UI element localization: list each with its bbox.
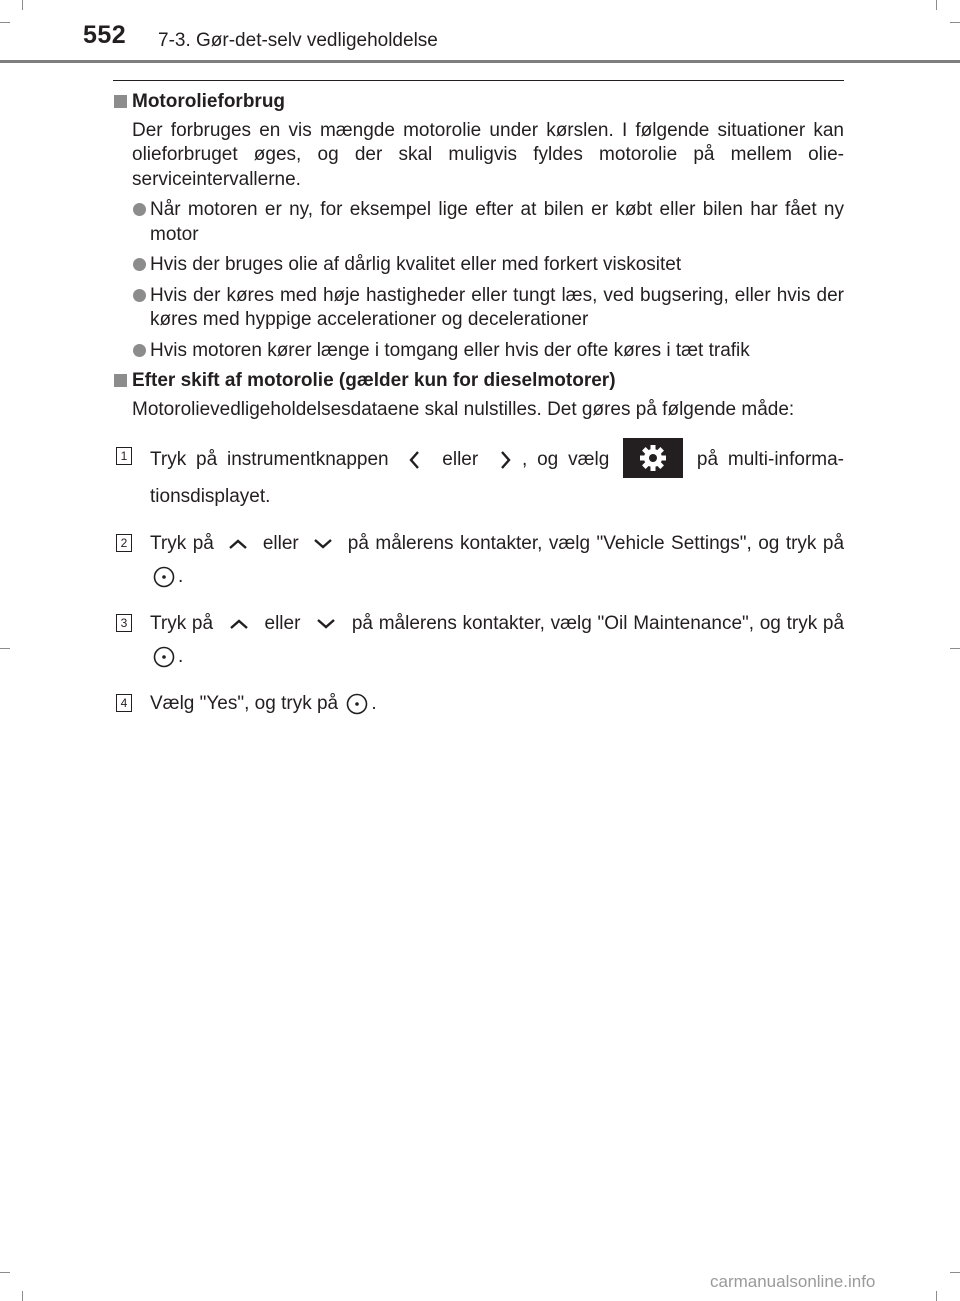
step-item [113,527,844,593]
section-heading [113,369,844,394]
step-text: . [178,646,184,667]
section-title: 7-3. Gør-det-selv vedligeholdelse [158,30,438,51]
step-list [113,440,844,720]
section-heading-text: Motorolieforbrug [132,91,286,112]
bullet-dot-icon [133,344,146,357]
list-item [132,198,844,247]
list-item [132,253,844,278]
chevron-up-icon [219,614,259,634]
step-text: . [371,693,377,714]
step-number: 3 [116,614,132,632]
ok-button-icon [150,645,178,669]
bullet-dot-icon [133,289,146,302]
bullet-dot-icon [133,258,146,271]
step-item [113,440,844,513]
crop-mark [0,1272,10,1273]
content-rule [113,80,844,81]
square-marker-icon [114,95,127,108]
watermark: carmanualsonline.info [710,1272,876,1291]
step-text: på multi-informa-tionsdisplayet. [150,449,845,507]
step-text: eller [442,449,479,471]
list-item-text: Hvis der bruges olie af dårlig kvalitet eller med forkert viskositet [150,254,682,275]
section-heading [113,90,844,115]
list-item-text: Hvis der køres med høje hastigheder eller tungt læs, ved bugsering, eller hvis der køres med hyppige accelerationer og decelerationer [150,284,844,330]
section-heading-text: Efter skift af motorolie (gælder kun for dieselmotorer) [132,370,616,391]
crop-mark [950,1272,960,1273]
list-item-text: Når motoren er ny, for eksempel lige efter at bilen er købt eller bilen har fået ny motor [150,199,844,245]
section-paragraph: Motorolievedligeholdelsesdataene skal nulstilles. Det gøres på følgende måde: [132,398,795,420]
crop-mark [0,648,10,649]
step-number: 2 [116,534,132,552]
list-item-text: Hvis motoren kører længe i tomgang eller hvis der ofte køres i tæt trafik [150,339,750,361]
ok-button-icon [343,692,371,716]
step-text: . [178,566,184,587]
list-item [132,284,844,333]
chevron-down-icon [305,534,341,554]
crop-mark [950,648,960,649]
step-text: på målerens kontakter, vælg "Oil Maintenance", og tryk på [351,613,845,634]
step-item [113,687,844,720]
step-text: Tryk på instrumentknappen [150,449,389,471]
header-rule [0,60,960,63]
bullet-dot-icon [133,203,146,216]
crop-mark [22,1291,23,1301]
chevron-right-icon [488,448,522,472]
step-text: Tryk på [150,613,214,634]
step-text: Vælg "Yes", og tryk på [150,693,339,714]
crop-mark [936,1291,937,1301]
page-content [113,90,844,734]
step-text: Tryk på [150,533,214,554]
square-marker-icon [114,374,127,387]
step-item [113,607,844,673]
page-header [0,0,960,64]
chevron-down-icon [306,614,346,634]
step-text: eller [264,613,301,634]
step-text: , og vælg [522,449,610,471]
chevron-left-icon [398,448,432,472]
step-text: eller [262,533,299,554]
settings-gear-icon [623,438,683,478]
section-paragraph: Der forbruges en vis mængde motorolie under kørslen. I følgende situationer kan olieforbruget øges, og der skal muligvis fyldes motorolie på mellem olie-serviceintervallerne. [132,119,844,190]
page-number: 552 [83,21,127,49]
chevron-up-icon [220,534,256,554]
ok-button-icon [150,565,178,589]
step-text: på målerens kontakter, vælg "Vehicle Settings", og tryk på [347,533,845,554]
step-number: 1 [116,447,132,465]
list-item [132,339,844,364]
step-number: 4 [116,694,132,712]
